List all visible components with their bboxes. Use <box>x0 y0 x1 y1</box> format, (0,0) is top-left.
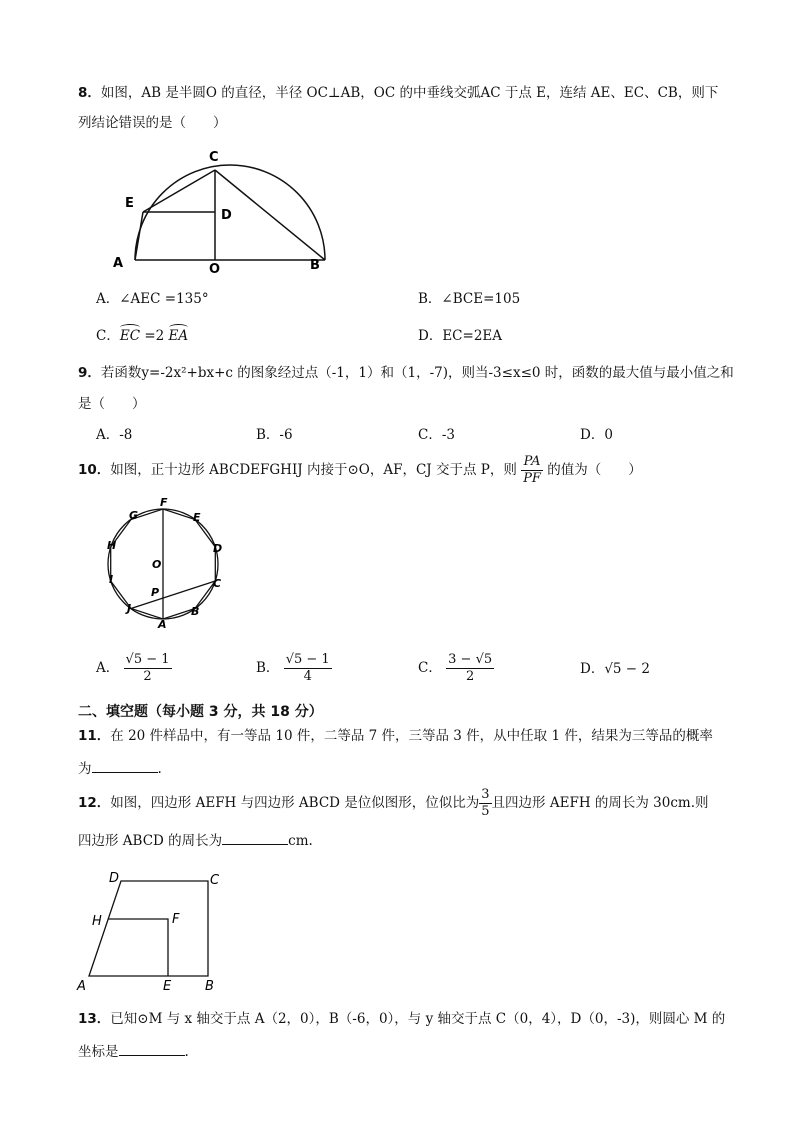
question-number: 11． <box>78 728 111 744</box>
option-text: -3 <box>441 427 455 443</box>
option-letter: C． <box>418 660 442 676</box>
q9-option-a[interactable] <box>96 425 132 445</box>
label-F: F <box>172 912 180 927</box>
label-C: C <box>209 150 219 165</box>
option-text: √5 − 2 <box>604 661 651 677</box>
question-text: 的值为（ ） <box>547 462 642 478</box>
fraction-denominator: PF <box>523 471 541 486</box>
q10-option-b[interactable] <box>256 650 332 686</box>
fraction-3-5 <box>479 787 491 820</box>
option-letter: D． <box>580 661 605 677</box>
arc-ea: EA <box>168 328 189 344</box>
fraction-denominator: 5 <box>481 804 490 819</box>
option-text: =2 <box>140 328 169 344</box>
question-text: 如图，AB 是半圆O 的直径，半径 OC⊥AB，OC 的中垂线交弧AC 于点 E，连结 AE、EC、CB，则下 <box>100 85 719 101</box>
option-letter: D． <box>418 328 443 344</box>
question-number: 12． <box>78 795 111 811</box>
label-E: E <box>125 196 134 211</box>
option-letter: B． <box>256 660 280 676</box>
label-A: A <box>158 618 167 631</box>
question-number: 8． <box>78 85 101 101</box>
question-13-line2 <box>78 1041 189 1062</box>
question-number: 13． <box>78 1011 111 1027</box>
fraction-pa-pf <box>521 454 543 487</box>
fraction-numerator: 3 − √5 <box>448 652 493 667</box>
question-8-line1 <box>78 83 718 103</box>
label-C: C <box>213 577 222 590</box>
question-12-line1 <box>78 785 709 821</box>
label-P: P <box>151 586 160 599</box>
label-D: D <box>109 871 120 886</box>
label-E: E <box>193 511 201 524</box>
q12-similar-quadrilaterals-figure <box>76 868 236 998</box>
question-text: 如图，正十边形 ABCDEFGHIJ 内接于⊙O，AF，CJ 交于点 P，则 <box>110 462 517 478</box>
label-G: G <box>129 509 139 522</box>
answer-blank[interactable] <box>222 830 288 845</box>
question-11-line1 <box>78 726 713 746</box>
q10-option-d[interactable] <box>580 659 650 679</box>
label-B: B <box>205 979 214 994</box>
label-C: C <box>210 873 220 888</box>
question-text: 四边形 ABCD 的周长为 <box>78 833 223 849</box>
question-text: 已知⊙M 与 x 轴交于点 A（2，0），B（-6，0），与 y 轴交于点 C（0，4），D（0，-3)，则圆心 M 的 <box>110 1011 726 1027</box>
label-H: H <box>92 914 102 929</box>
q10-option-a[interactable] <box>96 650 172 686</box>
answer-blank[interactable] <box>119 1041 185 1056</box>
q9-option-b[interactable] <box>256 425 293 445</box>
fraction-denominator: 2 <box>465 669 475 684</box>
question-12-line2 <box>78 830 313 851</box>
label-F: F <box>160 496 168 509</box>
label-A: A <box>77 979 86 994</box>
fraction-numerator: √5 − 1 <box>285 652 330 667</box>
q8-option-a[interactable] <box>96 289 209 309</box>
question-text: . <box>157 761 162 777</box>
label-I: I <box>109 573 114 586</box>
option-letter: C． <box>418 427 442 443</box>
question-10-line1 <box>78 452 642 488</box>
q8-option-b[interactable] <box>418 289 520 309</box>
option-letter: A． <box>96 427 120 443</box>
q10-option-c[interactable] <box>418 650 494 686</box>
fraction-denominator: 2 <box>143 669 152 684</box>
question-number: 9． <box>78 365 101 381</box>
question-number: 10． <box>78 462 111 478</box>
q10-decagon-figure <box>100 495 235 635</box>
answer-blank[interactable] <box>92 758 158 773</box>
q9-option-c[interactable] <box>418 425 455 445</box>
option-letter: B． <box>256 427 280 443</box>
question-9-line1 <box>78 363 734 383</box>
q9-option-d[interactable] <box>580 425 613 445</box>
option-text: ∠BCE=105 <box>441 291 521 307</box>
label-D: D <box>213 542 223 555</box>
section-title: 二、填空题（每小题 3 分，共 18 分） <box>78 704 323 720</box>
label-B: B <box>310 258 320 273</box>
question-text: 且四边形 AEFH 的周长为 30cm.则 <box>491 795 709 811</box>
question-text: . <box>184 1044 189 1060</box>
label-B: B <box>191 605 200 618</box>
label-E: E <box>163 979 172 994</box>
option-letter: D． <box>580 427 605 443</box>
label-O: O <box>209 262 221 275</box>
fraction-numerator: PA <box>521 454 543 471</box>
fraction-numerator: √5 − 1 <box>125 652 170 667</box>
question-text: cm. <box>288 833 313 849</box>
question-text: 为 <box>78 761 92 777</box>
option-text: 0 <box>604 427 613 443</box>
fraction-denominator: 4 <box>303 669 312 684</box>
option-text: -6 <box>279 427 293 443</box>
arc-ec: EC <box>119 328 141 344</box>
option-letter: C． <box>96 328 120 344</box>
label-A: A <box>113 256 124 271</box>
label-O: O <box>152 558 162 571</box>
q8-option-c[interactable] <box>96 326 188 346</box>
q8-option-d[interactable] <box>418 326 502 346</box>
question-11-line2 <box>78 758 162 779</box>
question-9-line2: 是（ ） <box>78 396 146 412</box>
option-fraction <box>124 652 172 685</box>
option-letter: B． <box>418 291 442 307</box>
question-text: 坐标是 <box>78 1044 119 1060</box>
question-text: 在 20 件样品中，有一等品 10 件，二等品 7 件，三等品 3 件，从中任取 1 件，结果为三等品的概率 <box>110 728 713 744</box>
option-text: ∠AEC =135° <box>119 291 209 307</box>
option-letter: A． <box>96 291 120 307</box>
label-J: J <box>127 602 132 615</box>
question-text: 若函数y=-2x²+bx+c 的图象经过点（-1，1）和（1，-7)，则当-3≤x≤0 时，函数的最大值与最小值之和 <box>100 365 734 381</box>
label-H: H <box>107 539 117 552</box>
fraction-numerator: 3 <box>481 787 490 802</box>
option-letter: A． <box>96 660 120 676</box>
option-fraction <box>284 652 332 685</box>
option-text: -8 <box>119 427 133 443</box>
option-text: EC=2EA <box>442 328 503 344</box>
option-fraction <box>446 652 494 685</box>
question-text: 如图，四边形 AEFH 与四边形 ABCD 是位似图形，位似比为 <box>110 795 480 811</box>
question-13-line1 <box>78 1009 725 1029</box>
q8-semicircle-figure <box>105 145 335 275</box>
question-8-line2: 列结论错误的是（ ） <box>78 115 227 131</box>
label-D: D <box>221 208 232 223</box>
